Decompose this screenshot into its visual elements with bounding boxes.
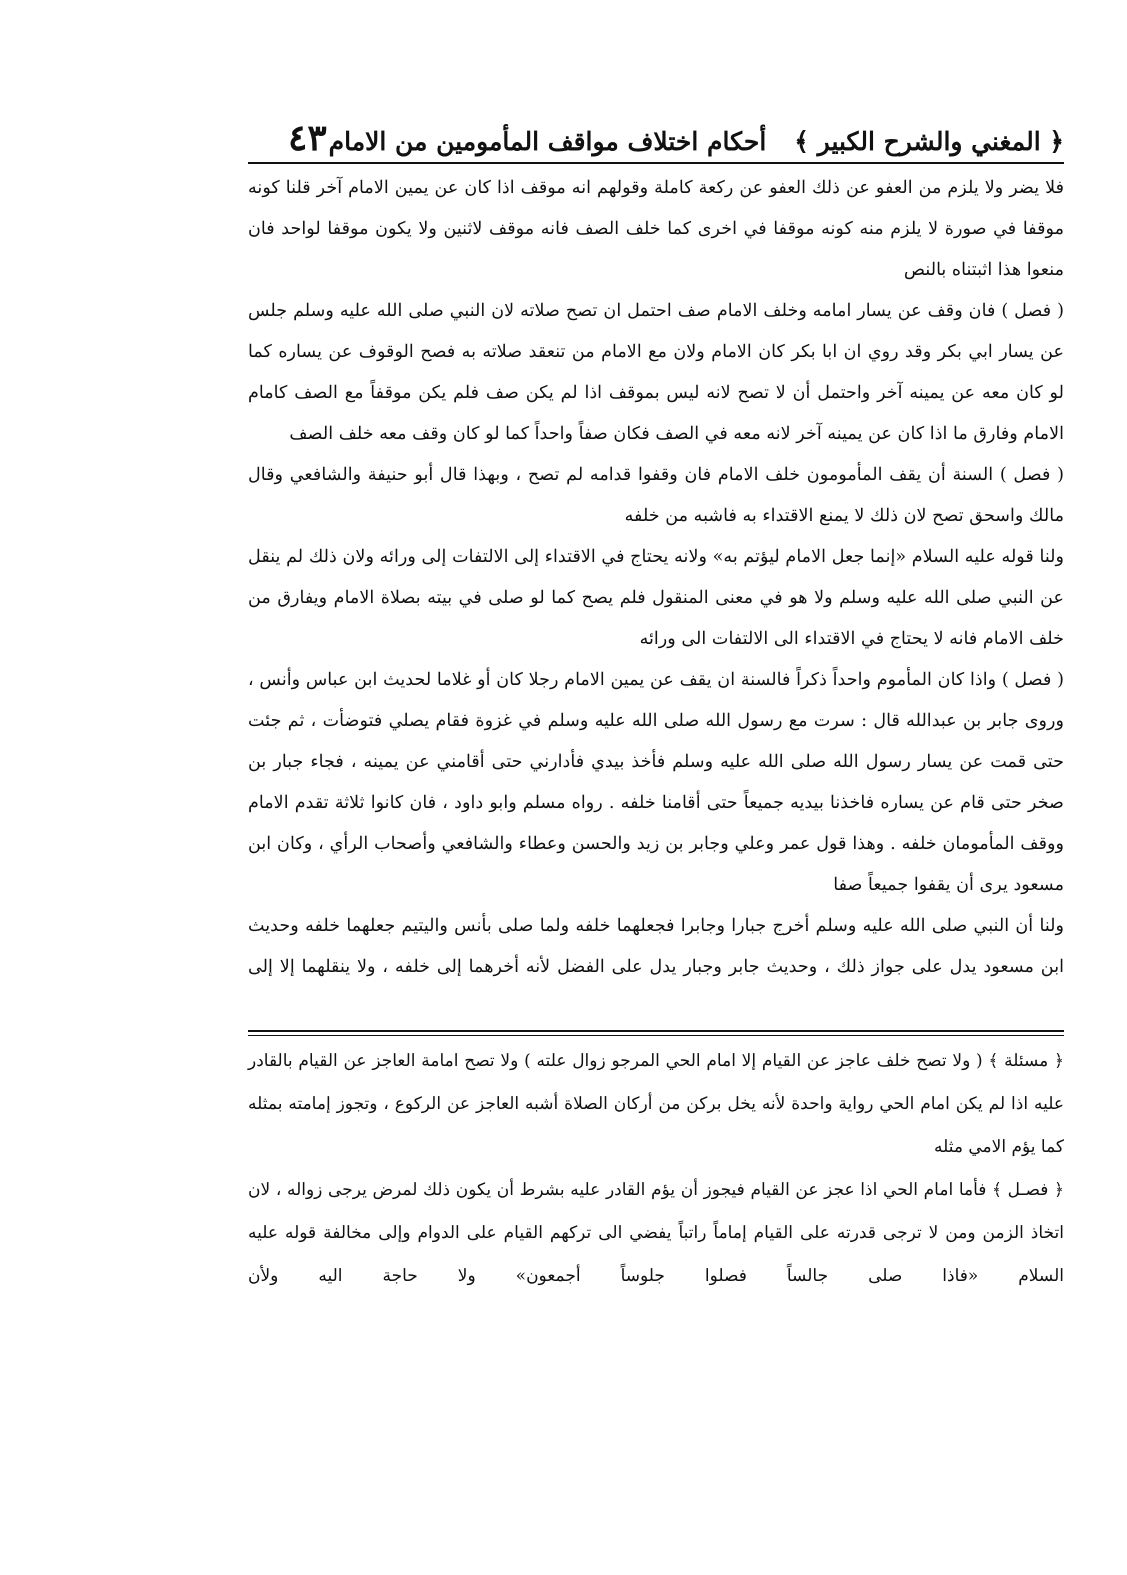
paragraph: ﴿ مسئلة ﴾ ( ولا تصح خلف عاجز عن القيام إلا امام الحي المرجو زوال علته ) ولا تصح امامة العاجز عن القيام بالقادر عليه اذا لم يكن امام الحي رواية واحدة لأنه يخل بركن من أركان الصلاة أشبه العاجز عن الركوع ، وتجوز إمامته بمثله كما يؤم الامي مثله — [248, 1051, 1064, 1157]
page-number: ٤٣ — [288, 117, 327, 159]
paragraph: ﴿ فصـل ﴾ فأما امام الحي اذا عجز عن القيام فيجوز أن يؤم القادر عليه بشرط أن يكون ذلك لمرض يرجى زواله ، لان اتخاذ الزمن ومن لا ترجى قدرته على القيام إماماً راتباً يفضي الى تركهم القيام على الدوام وإلى مخالفة قوله عليه السلام «فاذا صلى جالساً فصلوا جلوساً أجمعون» ولا حاجة اليه ولأن — [248, 1180, 1064, 1286]
paragraph: ولنا قوله عليه السلام «إنما جعل الامام ليؤتم به» ولانه يحتاج في الاقتداء إلى الالتفات إلى ورائه ولان ذلك لم ينقل عن النبي صلى الله عليه وسلم ولا هو في معنى المنقول فلم يصح كما لو صلى في بيته بصلاة الامام ويفارق من خلف الامام فانه لا يحتاج في الاقتداء الى الالتفات الى ورائه — [248, 547, 1064, 649]
section-title: أحكام اختلاف مواقف المأمومين من الامام — [328, 127, 767, 156]
section-divider — [248, 1030, 1064, 1036]
paragraph: ( فصل ) فان وقف عن يسار امامه وخلف الامام صف احتمل ان تصح صلاته لان النبي صلى الله عليه وسلم جلس عن يسار ابي بكر وقد روي ان ابا بكر كان الامام ولان مع الامام من تنعقد صلاته به فصح الوقوف عن يساره كما لو كان معه عن يمينه آخر واحتمل أن لا تصح لانه ليس بموقف اذا لم يكن صف فلم يكن موقفاً مع الصف كامام الامام وفارق ما اذا كان عن يمينه آخر لانه معه في الصف فكان صفاً واحداً كما لو كان وقف معه خلف الصف — [248, 301, 1064, 444]
main-text — [248, 168, 1064, 988]
book-page — [248, 110, 1064, 1510]
running-title — [329, 127, 1064, 156]
paragraph: فلا يضر ولا يلزم من العفو عن ذلك العفو عن ركعة كاملة وقولهم انه موقف اذا كان عن يمين الامام آخر قلنا كونه موقفا في صورة لا يلزم منه كونه موقفا في اخرى كما خلف الصف فانه موقف لاثنين ولا يكون موقفا لواحد فان منعوا هذا اثبتناه بالنص — [248, 178, 1064, 280]
paragraph: ( فصل ) واذا كان المأموم واحداً ذكراً فالسنة ان يقف عن يمين الامام رجلا كان أو غلاما لحديث ابن عباس وأنس ، وروى جابر بن عبدالله قال : سرت مع رسول الله صلى الله عليه وسلم في غزوة فقام يصلي فتوضأت ، ثم جئت حتى قمت عن يسار رسول الله صلى الله عليه وسلم فأخذ بيدي فأدارني حتى أقامني عن يمينه ، فجاء جبار بن صخر حتى قام عن يساره فاخذنا بيديه جميعاً حتى أقامنا خلفه . رواه مسلم وابو داود ، فان كانوا ثلاثة تقدم الامام ووقف المأمومان خلفه . وهذا قول عمر وعلي وجابر بن زيد والحسن وعطاء والشافعي وأصحاب الرأي ، وكان ابن مسعود يرى أن يقفوا جميعاً صفا — [248, 670, 1064, 895]
paragraph: ( فصل ) السنة أن يقف المأمومون خلف الامام فان وقفوا قدامه لم تصح ، وبهذا قال أبو حنيفة والشافعي وقال مالك واسحق تصح لان ذلك لا يمنع الاقتداء به فاشبه من خلفه — [248, 465, 1064, 526]
paragraph: ولنا أن النبي صلى الله عليه وسلم أخرج جبارا وجابرا فجعلهما خلفه ولما صلى بأنس واليتيم جعلهما خلفه وحديث ابن مسعود يدل على جواز ذلك ، وحديث جابر وجبار يدل على الفضل لأنه أخرهما إلى خلفه ، ولا ينقلهما إلا إلى — [248, 916, 1064, 977]
book-title: ﴿ المغني والشرح الكبير ﴾ — [794, 127, 1064, 156]
page-header — [248, 110, 1064, 164]
divider-rule — [248, 1030, 1064, 1032]
divider-rule — [248, 1035, 1064, 1036]
commentary-text — [248, 1040, 1064, 1298]
